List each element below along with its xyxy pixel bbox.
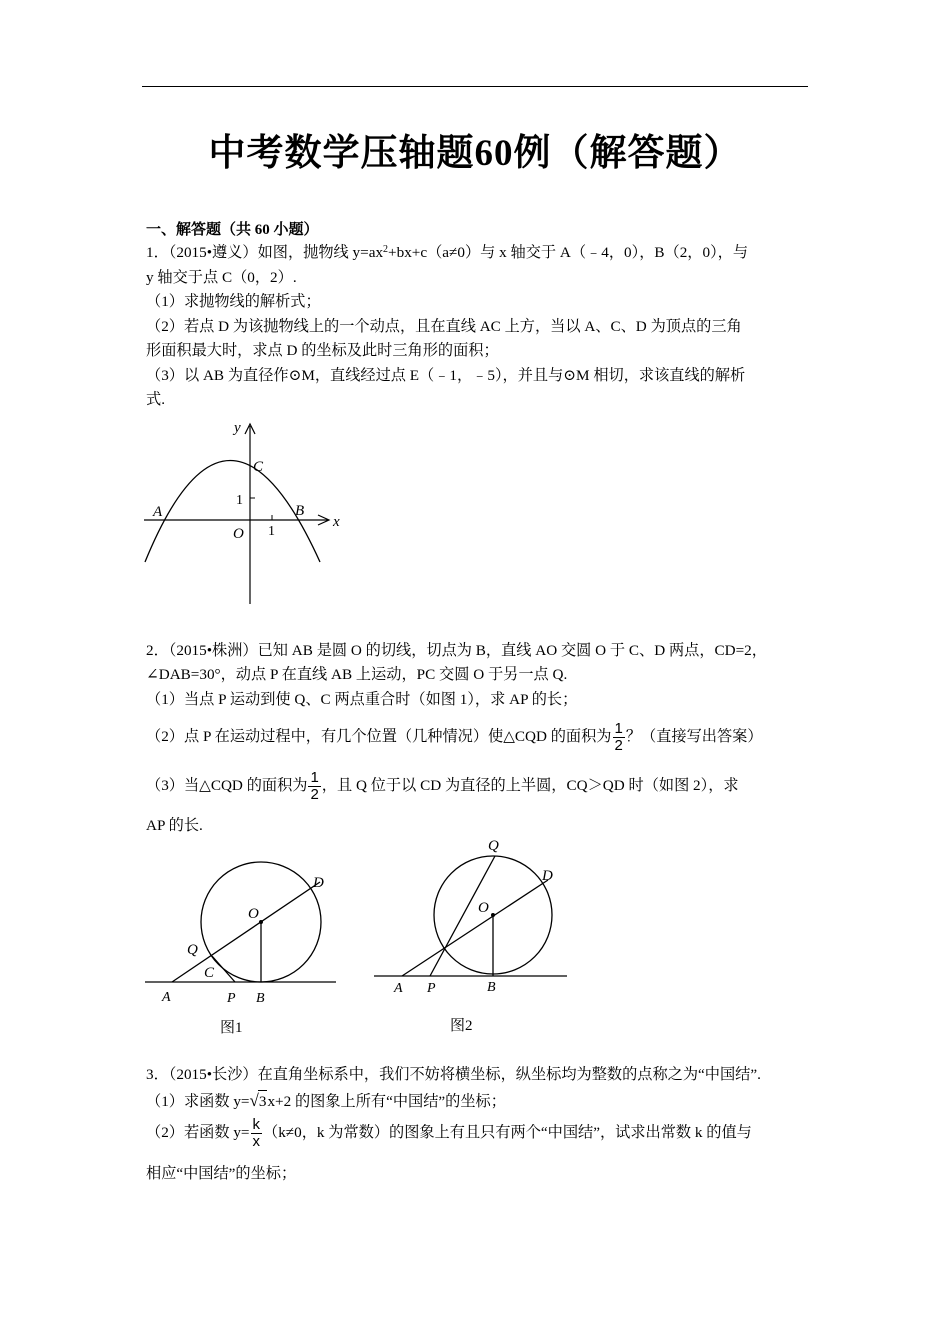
problem2-part1: （1）当点 P 运动到使 Q、C 两点重合时（如图 1），求 AP 的长； [146,691,578,708]
problem1-part3-cont: 式. [146,391,165,408]
label-x: x [333,514,340,530]
fig2-caption: 图2 [450,1018,473,1034]
label-B: B [295,503,305,519]
fig1-label-P: P [227,991,236,1006]
fraction-half: $\frac{1}{2}$ [614,720,623,754]
fig2-label-D: D [542,868,553,884]
fig1-caption: 图1 [220,1020,243,1036]
fig1-label-D: D [313,875,324,891]
label-O: O [233,526,244,542]
fig2-label-A: A [394,981,403,996]
label-C: C [253,459,264,475]
problem2-part3: （3）当△CQD 的面积为 $\frac{1}{2}$ ，且 Q 位于以 CD 为直径的上半圆，CQ＞QD 时（如图 2），求 [146,769,739,803]
segment-PC [212,956,235,982]
section-heading: 一、解答题（共 60 小题） [146,222,319,238]
problem1-part2: （2）若点 D 为该抛物线上的一个动点，且在直线 AC 上方，当以 A、C、D 为顶点的三角 [146,318,742,335]
problem1-line2: y 轴交于点 C（0，2）. [146,269,297,286]
line-AD [172,882,320,982]
problem3-part2-cont: 相应“中国结”的坐标； [146,1165,297,1182]
fig1-label-A: A [162,990,171,1005]
fraction-k-over-x: $\frac{k}{x}$ [252,1116,260,1151]
label-y: y [234,420,241,436]
fig1-label-B: B [256,991,265,1006]
parabola-curve [145,461,320,563]
fig2-label-P: P [427,981,436,996]
problem3-part2: （2）若函数 y= $\frac{k}{x}$ （k≠0，k 为常数）的图象上有且只有两个“中国结”，试求出常数 k 的值与 [146,1116,752,1151]
problem2-part3-cont: AP 的长. [146,817,203,834]
document-title: 中考数学压轴题60例（解答题） [208,133,742,174]
fig1-label-Q: Q [187,942,198,958]
fig2-label-O: O [478,900,489,916]
fraction-half: $\frac{1}{2}$ [310,769,319,803]
figure-2 [370,834,570,1040]
problem3-line1: 3．（2015•长沙）在直角坐标系中，我们不妨将横坐标，纵坐标均为整数的点称之为“中国结”. [146,1066,761,1083]
problem1-part2-cont: 形面积最大时，求点 D 的坐标及此时三角形的面积； [146,342,499,359]
problem2-part2: （2）点 P 在运动过程中，有几个位置（几种情况）使△CQD 的面积为 $\frac{1}{2}$ ？（直接写出答案） [146,720,763,754]
fig2-label-Q: Q [488,838,499,854]
problem2-line1: 2．（2015•株洲）已知 AB 是圆 O 的切线，切点为 B，直线 AO 交圆 O 于 C、D 两点，CD=2， [146,642,767,659]
problem2-line2: ∠DAB=30°，动点 P 在直线 AB 上运动，PC 交圆 O 于另一点 Q. [146,666,568,683]
fig2-label-B: B [487,980,496,995]
problem1-part3: （3）以 AB 为直径作⊙M，直线经过点 E（﹣1，﹣5），并且与⊙M 相切，求该直线的解析 [146,367,746,384]
label-one-x: 1 [268,524,275,539]
problem1-line1: 1．（2015•遵义）如图，抛物线 $y=ax^2+bx+c(a\ne 0)$与 x 轴交于 A（﹣4，0），B（2，0），与 [146,244,749,261]
segment-PQ [430,856,495,976]
figure-1 [140,850,340,1040]
parabola-figure [140,418,355,606]
fig1-label-C: C [204,965,215,981]
label-one-y: 1 [236,493,243,508]
center-point [259,920,263,924]
top-rule [142,86,808,87]
center-point [491,913,495,917]
fig1-label-O: O [248,906,259,922]
problem1-part1: （1）求抛物线的解析式； [146,293,321,310]
label-A: A [153,504,163,520]
problem3-part1: （1）求函数 y=√3x+2 的图象上所有“中国结”的坐标； [146,1090,810,1113]
line-AD [402,880,548,976]
